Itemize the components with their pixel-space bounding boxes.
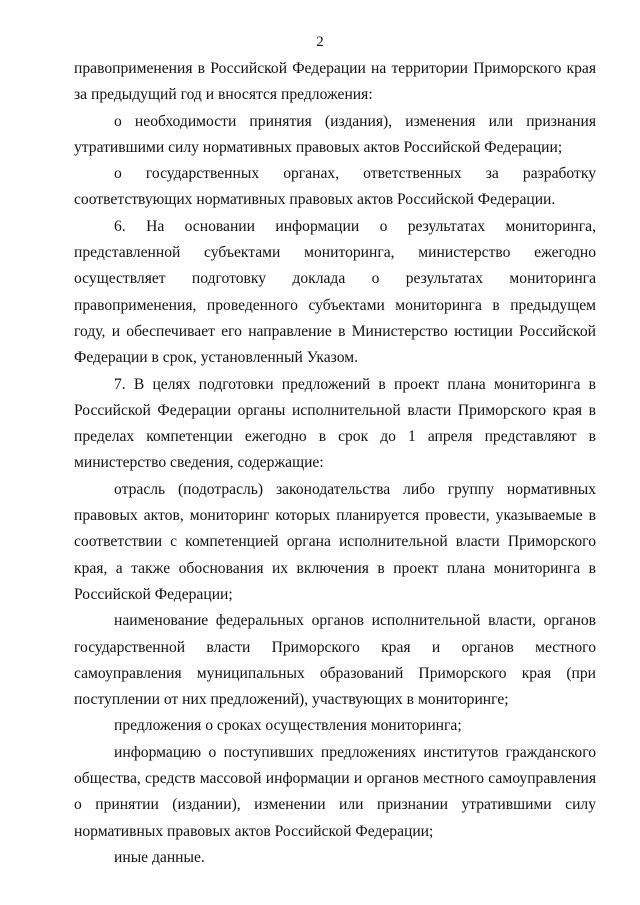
paragraph-monitoring-dates: предложения о сроках осуществления мониторинга; [114, 717, 462, 735]
paragraph-authorities-names: наименование федеральных органов исполнительной власти, органов государственной власти Приморского края и органов местного самоуправления муниципальных образований Приморского края (при поступлении от них предложений), участвующих в мониторинге; [74, 612, 596, 709]
paragraph-other-data: иные данные. [114, 848, 205, 866]
paragraph-civil-society-info: информацию о поступивших предложениях институтов гражданского общества, средств массовой информации и органов местного самоуправления о принятии (издании), изменении или признании утратившими силу нормативных правовых актов Российской Федерации; [74, 743, 596, 840]
paragraph-item-6: 6. На основании информации о результатах мониторинга, представленной субъектами мониторинга, министерство ежегодно осуществляет подготовку доклада о результатах мониторинга правоприменения, проведенного субъектами мониторинга в предыдущем году, и обеспечивает его направление в Министерство юстиции Российской Федерации в срок, установленный Указом. [74, 217, 596, 367]
paragraph-branch-legislation: отрасль (подотрасль) законодательства либо группу нормативных правовых актов, мониторинг которых планируется провести, указываемые в соответствии с компетенцией органа исполнительной власти Приморского края, а также обоснования их включения в проект плана мониторинга в Российской Федерации; [74, 480, 596, 603]
document-body [74, 56, 596, 871]
paragraph-item-7: 7. В целях подготовки предложений в проект плана мониторинга в Российской Федерации органы исполнительной власти Приморского края в пределах компетенции ежегодно в срок до 1 апреля представляют в министерство сведения, содержащие: [74, 375, 596, 472]
paragraph-proposal-necessity: о необходимости принятия (издания), изменения или признания утратившими силу нормативных правовых актов Российской Федерации; [74, 112, 596, 156]
page-number: 2 [316, 34, 324, 50]
paragraph-continuation: правоприменения в Российской Федерации на территории Приморского края за предыдущий год и вносятся предложения: [74, 60, 596, 104]
paragraph-proposal-bodies: о государственных органах, ответственных за разработку соответствующих нормативных правовых актов Российской Федерации. [74, 165, 596, 209]
